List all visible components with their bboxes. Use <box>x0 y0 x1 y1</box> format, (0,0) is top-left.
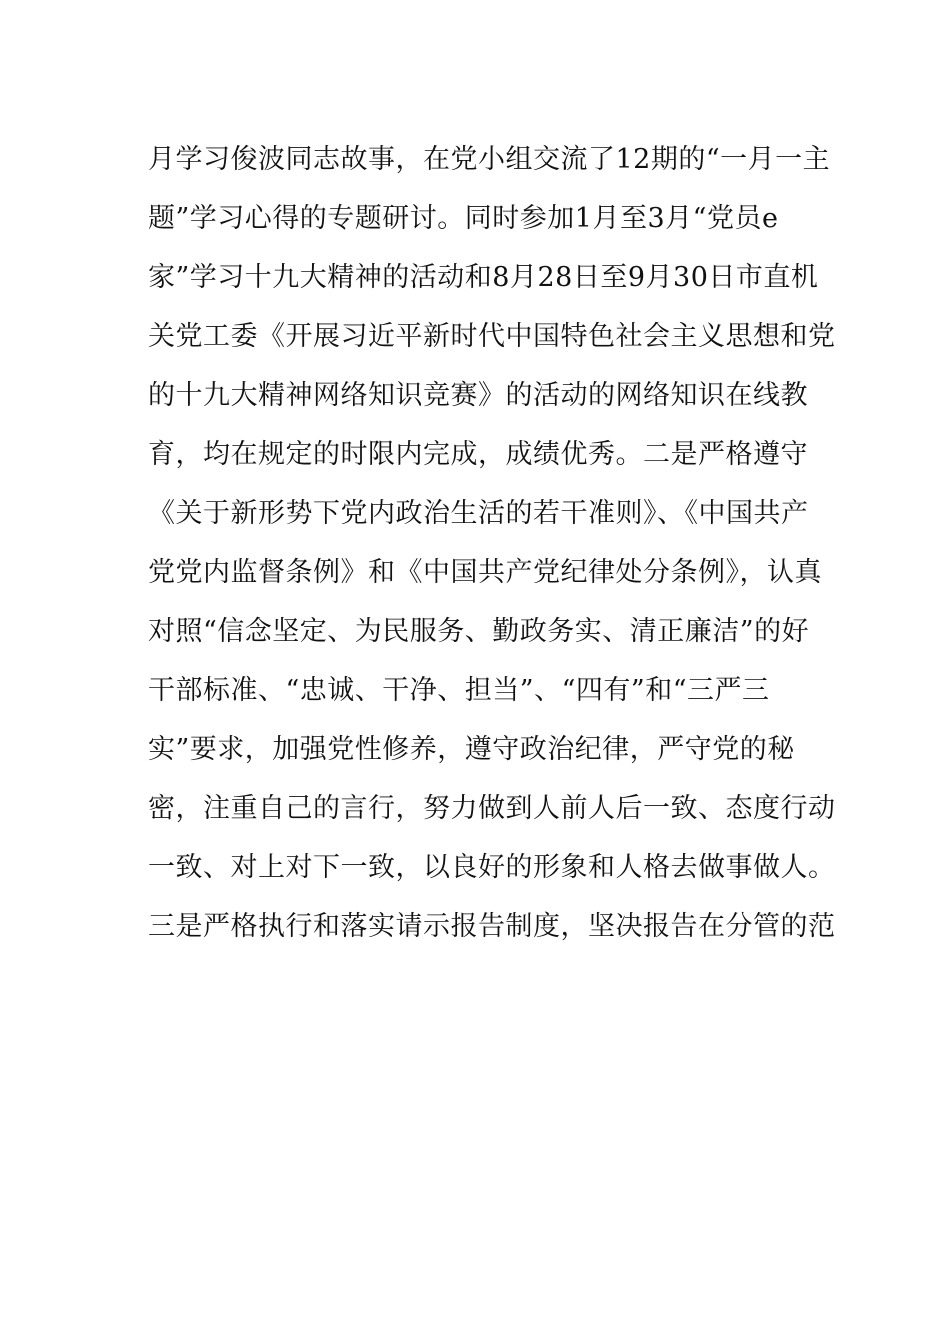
text-line: 题”学习心得的专题研讨。同时参加1月至3月“党员e <box>148 203 779 234</box>
text-line: 实”要求，加强党性修养，遵守政治纪律，严守党的秘 <box>148 734 795 765</box>
body-text <box>148 131 836 956</box>
text-line: 党党内监督条例》和《中国共产党纪律处分条例》，认真 <box>148 557 822 588</box>
text-line: 一致、对上对下一致，以良好的形象和人格去做事做人。 <box>148 852 836 883</box>
text-line: 密，注重自己的言行，努力做到人前人后一致、态度行动 <box>148 793 836 824</box>
text-line: 关党工委《开展习近平新时代中国特色社会主义思想和党 <box>148 321 836 352</box>
text-line: 《关于新形势下党内政治生活的若干准则》、《中国共产 <box>148 498 809 529</box>
text-line: 对照“信念坚定、为民服务、勤政务实、清正廉洁”的好 <box>148 616 810 647</box>
text-line: 的十九大精神网络知识竞赛》的活动的网络知识在线教 <box>148 380 808 411</box>
text-line: 家”学习十九大精神的活动和8月28日至9月30日市直机 <box>148 262 819 293</box>
text-line: 三是严格执行和落实请示报告制度，坚决报告在分管的范 <box>148 911 836 942</box>
text-line: 育，均在规定的时限内完成，成绩优秀。二是严格遵守 <box>148 439 808 470</box>
text-line: 月学习俊波同志故事，在党小组交流了12期的“一月一主 <box>148 144 831 175</box>
text-line: 干部标准、“忠诚、干净、担当”、“四有”和“三严三 <box>148 675 770 706</box>
